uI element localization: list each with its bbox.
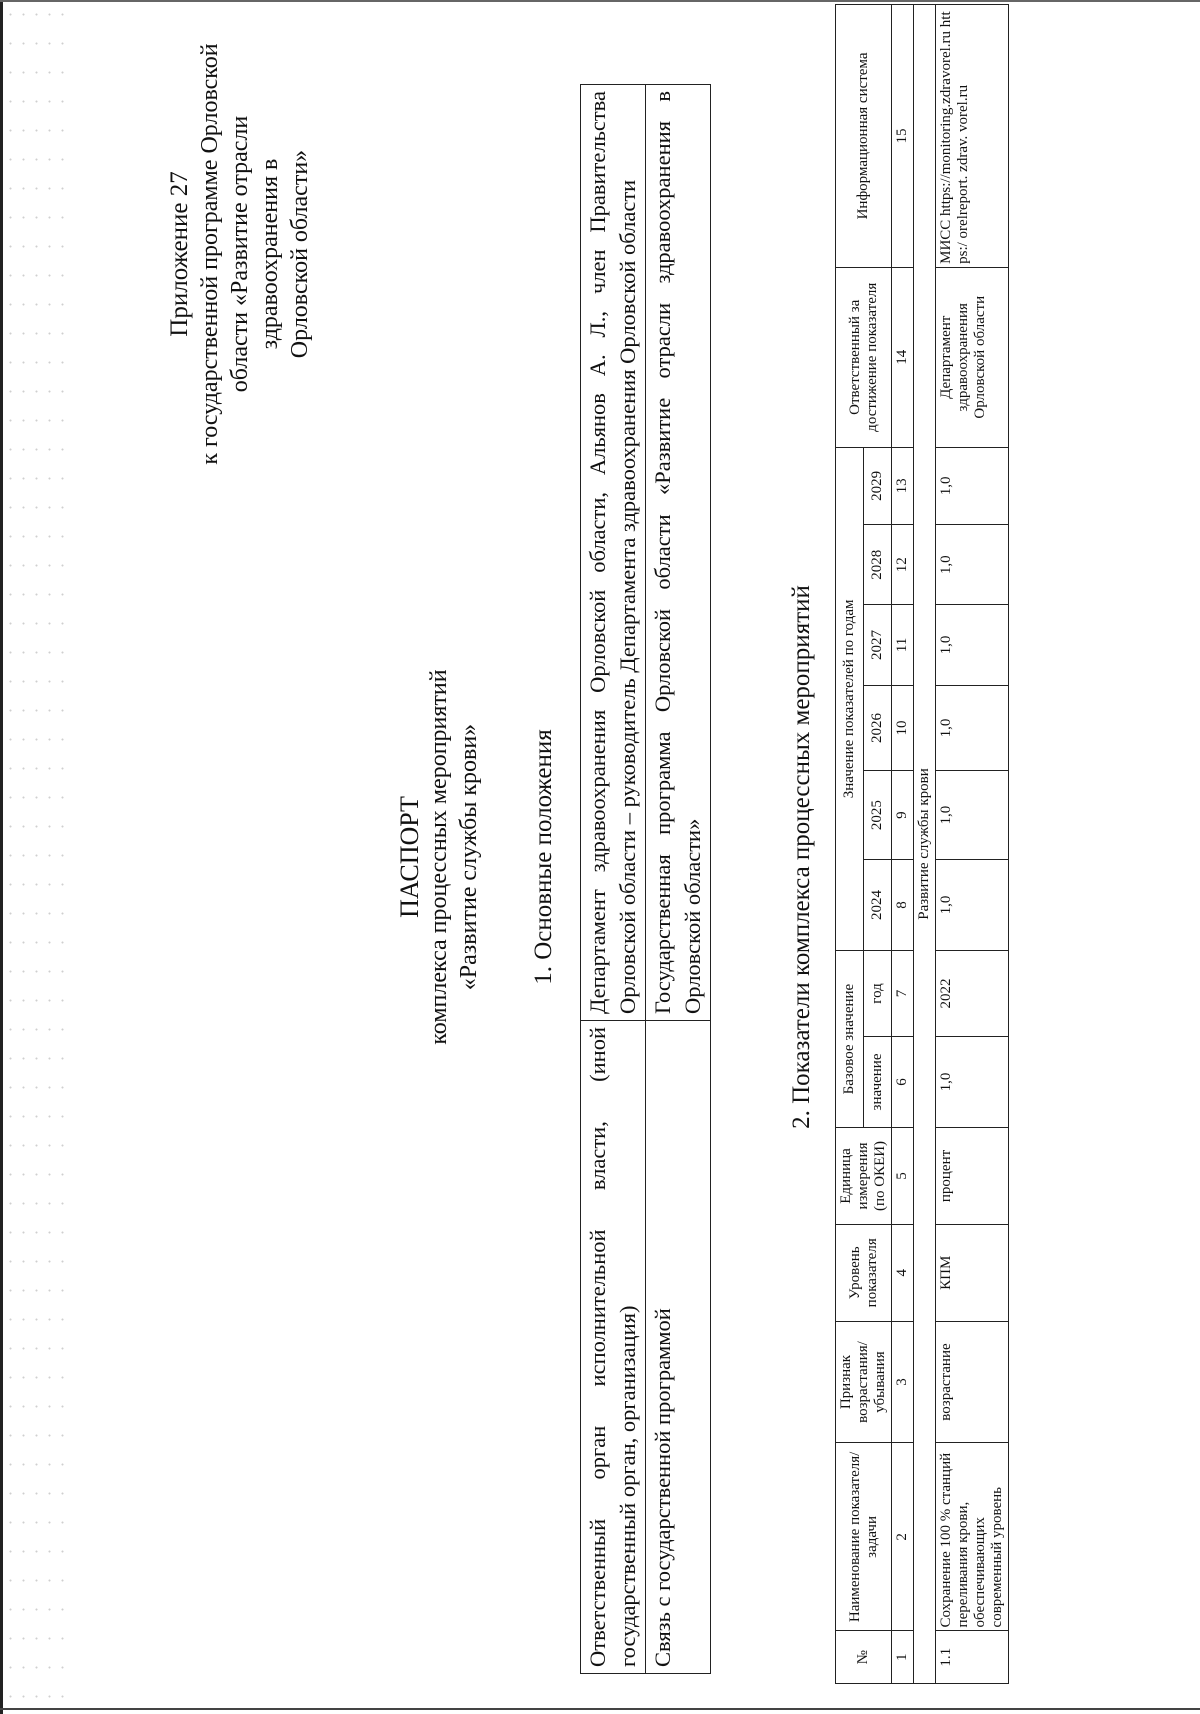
column-number: 6: [892, 1036, 914, 1127]
header-trend: Признак возрастания/ убывания: [836, 1321, 892, 1443]
table-cell-label: Связь с государственной программой: [646, 1021, 711, 1674]
section-2-heading: 2. Показатели комплекса процессных мероприятий: [788, 585, 815, 1129]
cell-year-value: 1,0: [936, 859, 1009, 950]
header-system: Информационная система: [836, 5, 892, 268]
column-number: 7: [892, 951, 914, 1037]
cell-year-value: 1,0: [936, 525, 1009, 605]
appendix-line: области «Развитие отрасли здравоохранения в: [227, 115, 283, 393]
column-number: 10: [892, 685, 914, 771]
column-number: 12: [892, 525, 914, 605]
column-number: 3: [892, 1321, 914, 1443]
cell-year-value: 1,0: [936, 605, 1009, 685]
table-row: [936, 5, 1009, 1684]
header-no: №: [836, 1631, 892, 1684]
column-number: 15: [892, 5, 914, 268]
header-base-year: год: [864, 951, 892, 1037]
column-number: 8: [892, 859, 914, 950]
cell-no: 1.1: [936, 1631, 1009, 1684]
header-year: 2028: [864, 525, 892, 605]
appendix-line: Орловской области»: [287, 149, 313, 359]
table-cell-label: Ответственный орган исполнительной власти, (иной государственный орган, организация): [581, 1021, 646, 1674]
column-numbers-row: [892, 5, 914, 1684]
header-base-value: значение: [864, 1036, 892, 1127]
header-year: 2027: [864, 605, 892, 685]
table-cell-value: Департамент здравоохранения Орловской области, Альянов А. Л., член Правительства Орловской области – руководитель Департамента здравоохранения Орловской области: [581, 85, 646, 1021]
cell-responsible: Департамент здравоохранения Орловской области: [936, 267, 1009, 447]
basic-provisions-table: [580, 84, 711, 1674]
table-header-row: [836, 5, 864, 1684]
cell-level: КПМ: [936, 1224, 1009, 1321]
appendix-note: [165, 34, 315, 474]
header-year: 2024: [864, 859, 892, 950]
header-year: 2025: [864, 771, 892, 860]
cell-unit: процент: [936, 1128, 1009, 1225]
header-year: 2026: [864, 685, 892, 771]
document-subtitle: комплекса процессных мероприятий: [426, 669, 452, 1045]
cell-base-value: 1,0: [936, 1036, 1009, 1127]
header-base: Базовое значение: [836, 951, 864, 1128]
column-number: 13: [892, 447, 914, 525]
column-number: 2: [892, 1443, 914, 1631]
cell-year-value: 1,0: [936, 771, 1009, 860]
document-subtitle: «Развитие службы крови»: [456, 723, 482, 991]
document-title: ПАСПОРТ: [395, 796, 424, 918]
header-name: Наименование показателя/ задачи: [836, 1443, 892, 1631]
cell-name: Сохранение 100 % станций переливания крови, обеспечивающих современный уровень: [936, 1443, 1009, 1631]
cell-year-value: 1,0: [936, 447, 1009, 525]
header-years-group: Значение показателей по годам: [836, 447, 864, 950]
appendix-line: к государственной программе Орловской: [197, 43, 223, 465]
table-section-label: Развитие службы крови: [914, 5, 936, 1684]
column-number: 5: [892, 1128, 914, 1225]
column-number: 4: [892, 1224, 914, 1321]
header-unit: Единица измерения (по ОКЕИ): [836, 1128, 892, 1225]
table-row: [581, 85, 646, 1674]
column-number: 11: [892, 605, 914, 685]
column-number: 14: [892, 267, 914, 447]
column-number: 1: [892, 1631, 914, 1684]
table-section-row: [914, 5, 936, 1684]
column-number: 9: [892, 771, 914, 860]
table-row: [646, 85, 711, 1674]
cell-year-value: 1,0: [936, 685, 1009, 771]
header-level: Уровень показателя: [836, 1224, 892, 1321]
table-cell-value: Государственная программа Орловской области «Развитие отрасли здравоохранения в Орловской области»: [646, 85, 711, 1021]
appendix-number: Приложение 27: [166, 171, 193, 337]
header-responsible: Ответственный за достижение показателя: [836, 267, 892, 447]
section-1-heading: 1. Основные положения: [530, 729, 557, 985]
cell-trend: возрастание: [936, 1321, 1009, 1443]
cell-system: МИСС https://monitoring.zdravorel.ru https:/ orelreport. zdrav. vorel.ru: [936, 5, 1009, 268]
cell-base-year: 2022: [936, 951, 1009, 1037]
header-year: 2029: [864, 447, 892, 525]
indicators-table: [835, 4, 1009, 1684]
